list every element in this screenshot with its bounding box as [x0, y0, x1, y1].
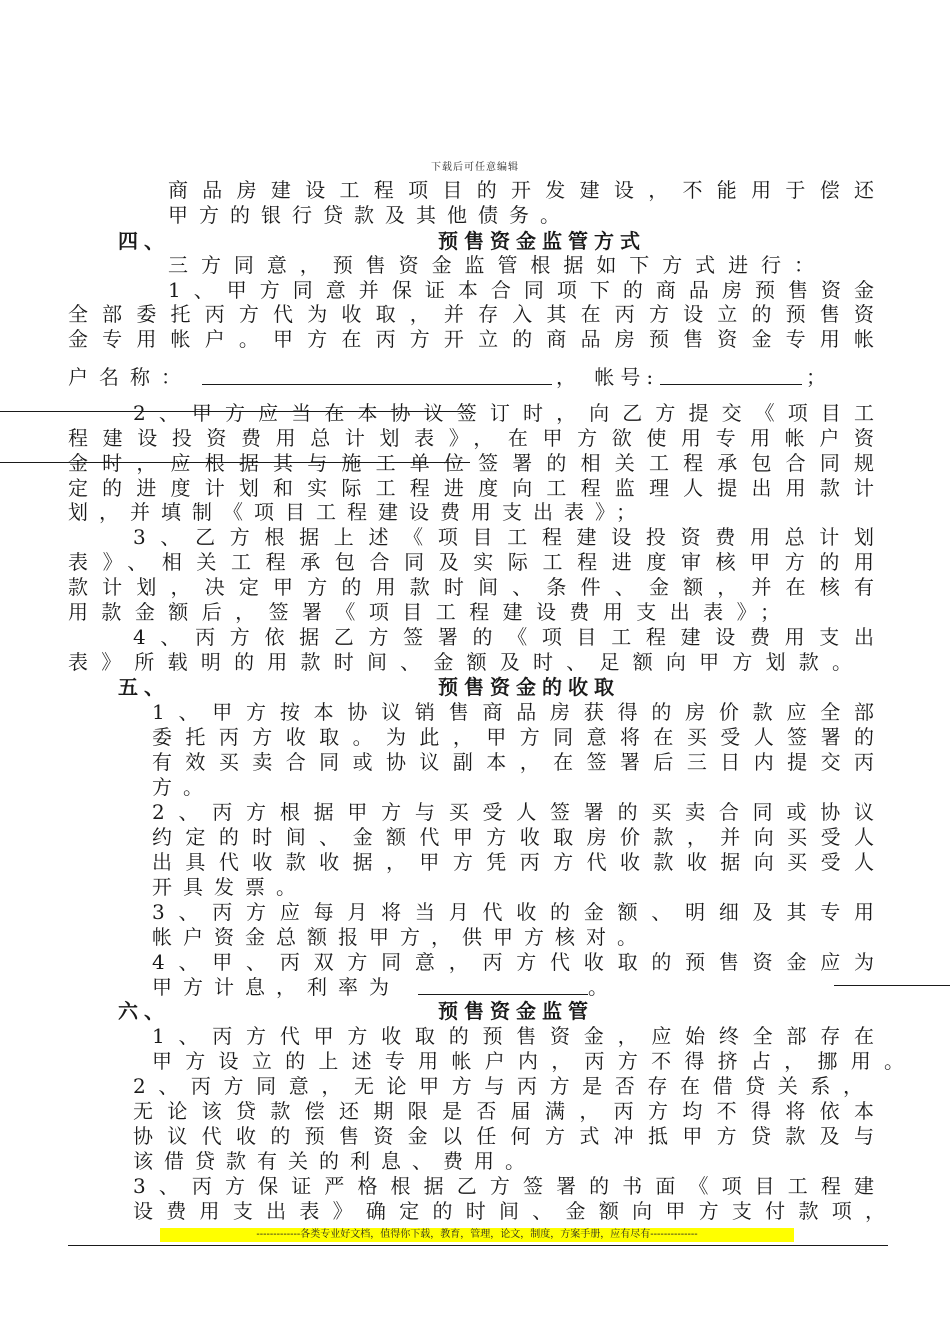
account-name-blank: [202, 384, 552, 385]
text-line: 表》、相关工程承包合同及实际工程进度审核甲方的用: [68, 550, 876, 574]
text-line: 用款金额后，签署《项目工程建设费用支出表》；: [68, 600, 782, 624]
text-line: 3、乙方根据上述《项目工程建设投资费用总计划: [133, 525, 876, 549]
account-number-label: ， 帐号:: [556, 365, 660, 389]
footer-rule: [68, 1245, 888, 1246]
text-line: 3、丙方保证严格根据乙方签署的书面《项目工程建: [133, 1174, 876, 1198]
section-heading: 预售资金的收取: [438, 675, 620, 699]
text-line: 约定的时间、金额代甲方收取房价款，并向买受人: [152, 825, 876, 849]
text-line: 出具代收款收据，甲方凭丙方代收款收据向买受人: [152, 850, 876, 874]
text-line: 表》所载明的用款时间、金额及时、足额向甲方划款。: [68, 650, 854, 674]
text-line: 委托丙方收取。为此，甲方同意将在买受人签署的: [152, 725, 876, 749]
account-number-blank: [660, 384, 802, 385]
section-heading: 预售资金监管: [438, 999, 594, 1023]
text-line: 款计划，决定甲方的用款时间、条件、金额，并在核有: [68, 575, 876, 599]
text-line: 商品房建设工程项目的开发建设，不能用于偿还: [168, 178, 876, 202]
footer-banner: -------------各类专业好文档，值得你下载，教育，管理，论文，制度，方案手册，应有尽有--------------: [160, 1228, 794, 1242]
text-line: 4、甲、丙双方同意，丙方代收取的预售资金应为: [152, 950, 876, 974]
text-line: 无论该贷款偿还期限是否届满，丙方均不得将依本: [133, 1099, 876, 1123]
text-line: 1、丙方代甲方收取的预售资金，应始终全部存在: [152, 1024, 876, 1048]
text-line: 划，并填制《项目工程建设费用支出表》；: [68, 500, 647, 524]
text-line: 。: [588, 975, 619, 999]
text-line: 全部委托丙方代为收取，并存入其在丙方设立的预售资: [68, 302, 876, 326]
page-header: 下载后可任意编辑: [431, 162, 519, 173]
text-line: 程建设投资费用总计划表》，在甲方欲使用专用帐户资: [68, 426, 876, 450]
text-line: 方。: [152, 775, 214, 799]
text-line: 三方同意，预售资金监管根据如下方式进行：: [168, 253, 816, 277]
text-line: 协议代收的预售资金以任何方式冲抵甲方贷款及与: [133, 1124, 876, 1148]
section-number: 四、: [118, 229, 170, 253]
margin-line: [834, 985, 950, 986]
text-line: 甲方的银行贷款及其他债务。: [168, 203, 571, 227]
text-line: 3、丙方应每月将当月代收的金额、明细及其专用: [152, 900, 876, 924]
text-line: 定的进度计划和实际工程进度向工程监理人提出用款计: [68, 476, 876, 500]
text-line: 4、丙方依据乙方签署的《项目工程建设费用支出: [133, 625, 876, 649]
text-line: 2、甲方应当在本协议签订时，向乙方提交《项目工: [133, 401, 876, 425]
text-line: 设费用支出表》确定的时间、金额向甲方支付款项，: [133, 1199, 887, 1223]
section-number: 五、: [118, 675, 170, 699]
text-line: 1、甲方按本协议销售商品房获得的房价款应全部: [152, 700, 876, 724]
account-name-label: 户名称：: [68, 365, 192, 389]
text-line: 该借贷款有关的利息、费用。: [133, 1149, 536, 1173]
section-heading: 预售资金监管方式: [438, 229, 646, 253]
text-line: ；: [806, 365, 837, 389]
text-line: 金专用帐户。甲方在丙方开立的商品房预售资金专用帐: [68, 327, 876, 351]
text-line: 金时，应根据其与施工单位签署的相关工程承包合同规: [68, 451, 876, 475]
text-line: 甲方设立的上述专用帐户内，丙方不得挤占，挪用。: [152, 1049, 906, 1073]
text-line: 开具发票。: [152, 875, 307, 899]
text-line: 帐户资金总额报甲方，供甲方核对。: [152, 925, 648, 949]
text-line: 1、甲方同意并保证本合同项下的商品房预售资金: [168, 278, 876, 302]
interest-rate-blank: [418, 994, 588, 995]
text-line: 有效买卖合同或协议副本，在签署后三日内提交丙: [152, 750, 876, 774]
section-number: 六、: [118, 999, 170, 1023]
interest-rate-label: 甲方计息，利率为: [152, 975, 400, 999]
text-line: 2、丙方根据甲方与买受人签署的买卖合同或协议: [152, 800, 876, 824]
text-line: 2、丙方同意，无论甲方与丙方是否存在借贷关系，: [133, 1074, 865, 1098]
